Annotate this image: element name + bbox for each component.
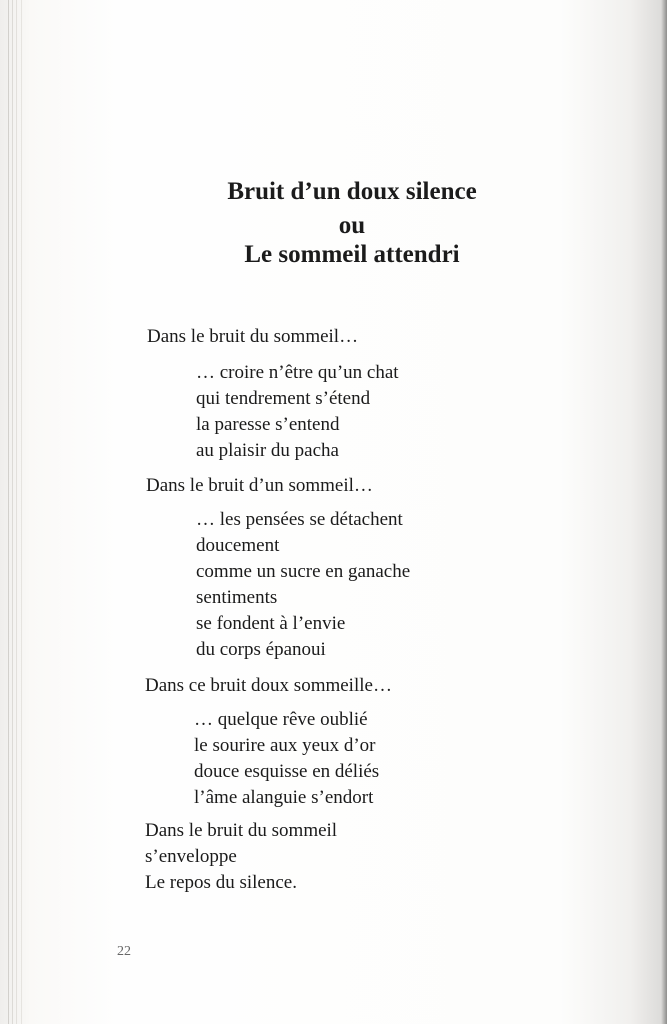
stanza-refrain: Dans le bruit du sommeil… bbox=[147, 326, 359, 347]
page-edge bbox=[12, 0, 13, 1024]
poem-line: la paresse s’entend bbox=[196, 414, 340, 435]
poem-line: … croire n’être qu’un chat bbox=[196, 362, 399, 383]
poem-line: l’âme alanguie s’endort bbox=[194, 787, 374, 808]
poem-line: le sourire aux yeux d’or bbox=[194, 735, 376, 756]
poem-title-connector: ou bbox=[338, 212, 366, 239]
poem-title: Bruit d’un doux silence bbox=[227, 178, 477, 205]
poem-line: comme un sucre en ganache bbox=[196, 561, 411, 582]
poem-line: se fondent à l’envie bbox=[196, 613, 346, 634]
page-edge bbox=[21, 0, 22, 1024]
poem-line: … quelque rêve oublié bbox=[194, 709, 368, 730]
poem-line: du corps épanoui bbox=[196, 639, 326, 660]
closing-line: s’enveloppe bbox=[145, 846, 237, 867]
stanza-refrain: Dans ce bruit doux sommeille… bbox=[145, 675, 392, 696]
poem-line: doucement bbox=[196, 535, 280, 556]
poem-line: qui tendrement s’étend bbox=[196, 388, 371, 409]
page-edge bbox=[16, 0, 17, 1024]
page-number: 22 bbox=[117, 944, 131, 959]
page-shadow bbox=[661, 0, 667, 1024]
poem-line: douce esquisse en déliés bbox=[194, 761, 380, 782]
poem-line: au plaisir du pacha bbox=[196, 440, 339, 461]
poem-line: sentiments bbox=[196, 587, 278, 608]
closing-line: Dans le bruit du sommeil bbox=[145, 820, 338, 841]
poem-line: … les pensées se détachent bbox=[196, 509, 403, 530]
page-edge bbox=[8, 0, 9, 1024]
poem-subtitle: Le sommeil attendri bbox=[244, 241, 460, 268]
stanza-refrain: Dans le bruit d’un sommeil… bbox=[146, 475, 373, 496]
closing-line: Le repos du silence. bbox=[145, 872, 297, 893]
